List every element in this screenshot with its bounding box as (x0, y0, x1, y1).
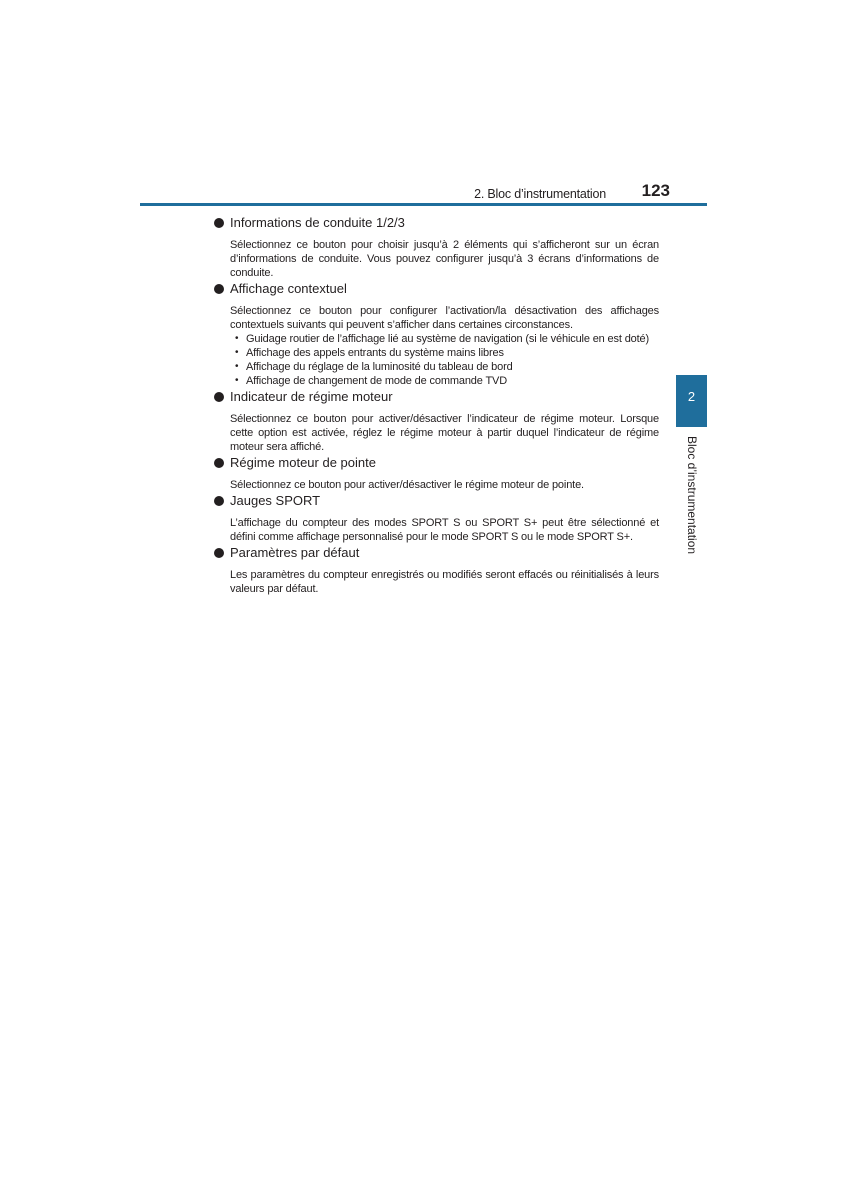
chapter-tab: 2 (676, 375, 707, 427)
chapter-side-label (684, 436, 700, 586)
item-title (213, 454, 659, 472)
item-affichage-contextuel (213, 280, 659, 388)
item-title-text: Jauges SPORT (230, 493, 321, 508)
item-jauges-sport (213, 492, 659, 544)
page-header (140, 176, 707, 206)
item-body: Sélectionnez ce bouton pour choisir jusqu’à 2 éléments qui s’afficheront sur un écran d’informations de conduite. Vous pouvez configurer jusqu’à 3 écrans d’informations de conduite. (230, 239, 659, 279)
list-item (230, 346, 659, 360)
item-body: Sélectionnez ce bouton pour activer/désactiver le régime moteur de pointe. (230, 479, 584, 491)
page-number: 123 (641, 181, 670, 200)
small-bullet-icon: • (235, 347, 239, 358)
item-indicateur-regime (213, 388, 659, 454)
small-bullet-icon: • (235, 333, 239, 344)
item-title (213, 544, 659, 562)
list-item (230, 332, 659, 346)
sub-bullet-list (230, 332, 659, 388)
list-item-text: Affichage de changement de mode de commande TVD (246, 375, 507, 387)
item-informations-conduite (213, 214, 659, 280)
chapter-side-label-text: Bloc d’instrumentation (685, 436, 699, 555)
item-body: Sélectionnez ce bouton pour configurer l’activation/la désactivation des affichages contextuels suivants qui peuvent s’afficher dans certaines circonstances. (230, 305, 659, 331)
list-item (230, 374, 659, 388)
item-title (213, 280, 659, 298)
item-title (213, 214, 659, 232)
small-bullet-icon: • (235, 375, 239, 386)
item-title (213, 492, 659, 510)
small-bullet-icon: • (235, 361, 239, 372)
item-body: Sélectionnez ce bouton pour activer/désactiver l’indicateur de régime moteur. Lorsque cette option est activée, réglez le régime moteur à partir duquel l’indicateur de régime moteur sera affiché. (230, 413, 659, 453)
item-body: L’affichage du compteur des modes SPORT S ou SPORT S+ peut être sélectionné et défini comme affichage personnalisé pour le mode SPORT S ou le mode SPORT S+. (230, 517, 659, 543)
bullet-icon (214, 548, 224, 558)
item-title-text: Affichage contextuel (230, 281, 347, 296)
item-title (213, 388, 659, 406)
list-item (230, 360, 659, 374)
list-item-text: Affichage du réglage de la luminosité du tableau de bord (246, 361, 513, 373)
item-title-text: Indicateur de régime moteur (230, 389, 393, 404)
page-content (213, 214, 659, 596)
bullet-icon (214, 218, 224, 228)
item-regime-pointe (213, 454, 659, 492)
item-title-text: Paramètres par défaut (230, 545, 360, 560)
item-title-text: Informations de conduite 1/2/3 (230, 215, 405, 230)
item-parametres-defaut (213, 544, 659, 596)
list-item-text: Guidage routier de l’affichage lié au système de navigation (si le véhicule en est doté) (246, 333, 650, 345)
header-rule (140, 203, 707, 206)
item-body: Les paramètres du compteur enregistrés ou modifiés seront effacés ou réinitialisés à leurs valeurs par défaut. (230, 569, 659, 595)
header-section-title: 2. Bloc d’instrumentation (474, 187, 606, 201)
bullet-icon (214, 284, 224, 294)
bullet-icon (214, 392, 224, 402)
bullet-icon (214, 458, 224, 468)
item-title-text: Régime moteur de pointe (230, 455, 376, 470)
list-item-text: Affichage des appels entrants du système mains libres (246, 347, 504, 359)
bullet-icon (214, 496, 224, 506)
